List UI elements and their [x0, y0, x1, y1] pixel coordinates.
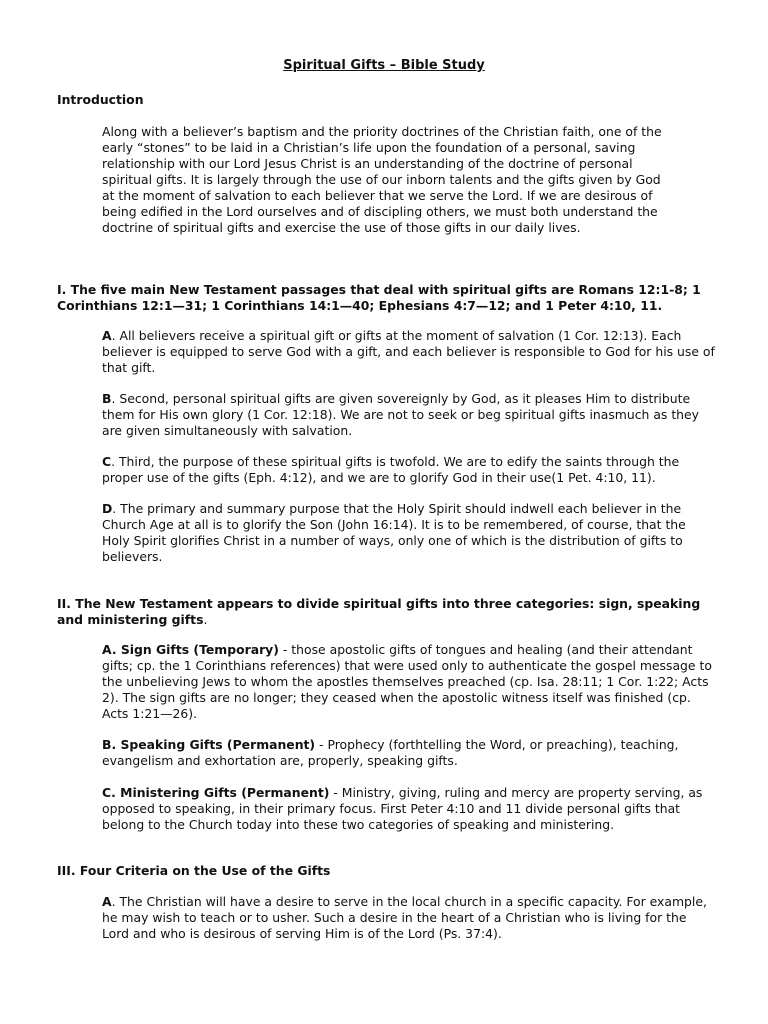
intro-heading: Introduction — [57, 92, 144, 107]
item-label: D — [102, 501, 113, 516]
intro-paragraph: Along with a believer’s baptism and the priority doctrines of the Christian faith, one of the early “stones” to be laid in a Christian’s life upon the foundation of a personal, saving relationship with our Lord Jesus Christ is an understanding of the doctrine of personal spiritual gifts. It is largely through the use of our inborn talents and the gifts given by God at the moment of salvation to each believer that we serve the Lord. If we are desirous of being edified in the Lord ourselves and of discipling others, we must both understand the doctrine of spiritual gifts and exercise the use of those gifts in our daily lives. — [102, 124, 662, 235]
section-2-heading-text: II. The New Testament appears to divide spiritual gifts into three categories: sign, speaking and ministering gifts — [57, 596, 701, 627]
section-1-item-d — [102, 501, 717, 565]
section-2-heading — [57, 596, 727, 628]
item-text: . The Christian will have a desire to serve in the local church in a specific capacity. For example, he may wish to teach or to usher. Such a desire in the heart of a Christian who is living for the Lord and who is desirous of serving Him is of the Lord (Ps. 37:4). — [102, 894, 707, 941]
item-text: - Prophecy (forthtelling the Word, or preaching), teaching, evangelism and exhortation are, properly, speaking gifts. — [102, 737, 679, 768]
section-2-heading-period: . — [203, 612, 208, 627]
item-text: . All believers receive a spiritual gift or gifts at the moment of salvation (1 Cor. 12:13). Each believer is equipped to serve God with a gift, and each believer is responsible to God for his use of that gift. — [102, 328, 715, 375]
item-label: C — [102, 454, 112, 469]
item-label: A. Sign Gifts (Temporary) — [102, 642, 279, 657]
item-label: C. Ministering Gifts (Permanent) — [102, 785, 330, 800]
item-text: . The primary and summary purpose that the Holy Spirit should indwell each believer in the Church Age at all is to glorify the Son (John 16:14). It is to be remembered, of course, that the Holy Spirit glorifies Christ in a number of ways, only one of which is the distribution of gifts to believers. — [102, 501, 686, 564]
section-2-item-b — [102, 737, 717, 769]
section-1-item-c — [102, 454, 717, 486]
section-1-item-b — [102, 391, 717, 439]
section-3-heading: III. Four Criteria on the Use of the Gifts — [57, 863, 331, 878]
item-text: . Second, personal spiritual gifts are given sovereignly by God, as it pleases Him to distribute them for His own glory (1 Cor. 12:18). We are not to seek or beg spiritual gifts inasmuch as they are given simultaneously with salvation. — [102, 391, 699, 438]
item-text: - those apostolic gifts of tongues and healing (and their attendant gifts; cp. the 1 Corinthians references) that were used only to authenticate the gospel message to the unbelieving Jews to whom the apostles themselves preached (cp. Isa. 28:11; 1 Cor. 1:22; Acts 2). The sign gifts are no longer; they ceased when the apostolic witness itself was finished (cp. Acts 1:21—26). — [102, 642, 712, 721]
document-title: Spiritual Gifts – Bible Study — [283, 58, 485, 73]
section-3-item-a — [102, 894, 717, 942]
item-text: - Ministry, giving, ruling and mercy are property serving, as opposed to speaking, in their primary focus. First Peter 4:10 and 11 divide personal gifts that belong to the Church today into these two categories of speaking and ministering. — [102, 785, 703, 832]
section-1-heading: I. The five main New Testament passages that deal with spiritual gifts are Romans 12:1-8; 1 Corinthians 12:1—31; 1 Corinthians 14:1—40; Ephesians 4:7—12; and 1 Peter 4:10, 11. — [57, 282, 701, 313]
item-label: A — [102, 328, 112, 343]
item-label: A — [102, 894, 112, 909]
item-label: B — [102, 391, 112, 406]
section-2-item-c — [102, 785, 717, 833]
section-1-item-a — [102, 328, 717, 376]
item-label: B. Speaking Gifts (Permanent) — [102, 737, 316, 752]
item-text: . Third, the purpose of these spiritual gifts is twofold. We are to edify the saints through the proper use of the gifts (Eph. 4:12), and we are to glorify God in their use(1 Pet. 4:10, 11). — [102, 454, 680, 485]
section-2-item-a — [102, 642, 717, 722]
